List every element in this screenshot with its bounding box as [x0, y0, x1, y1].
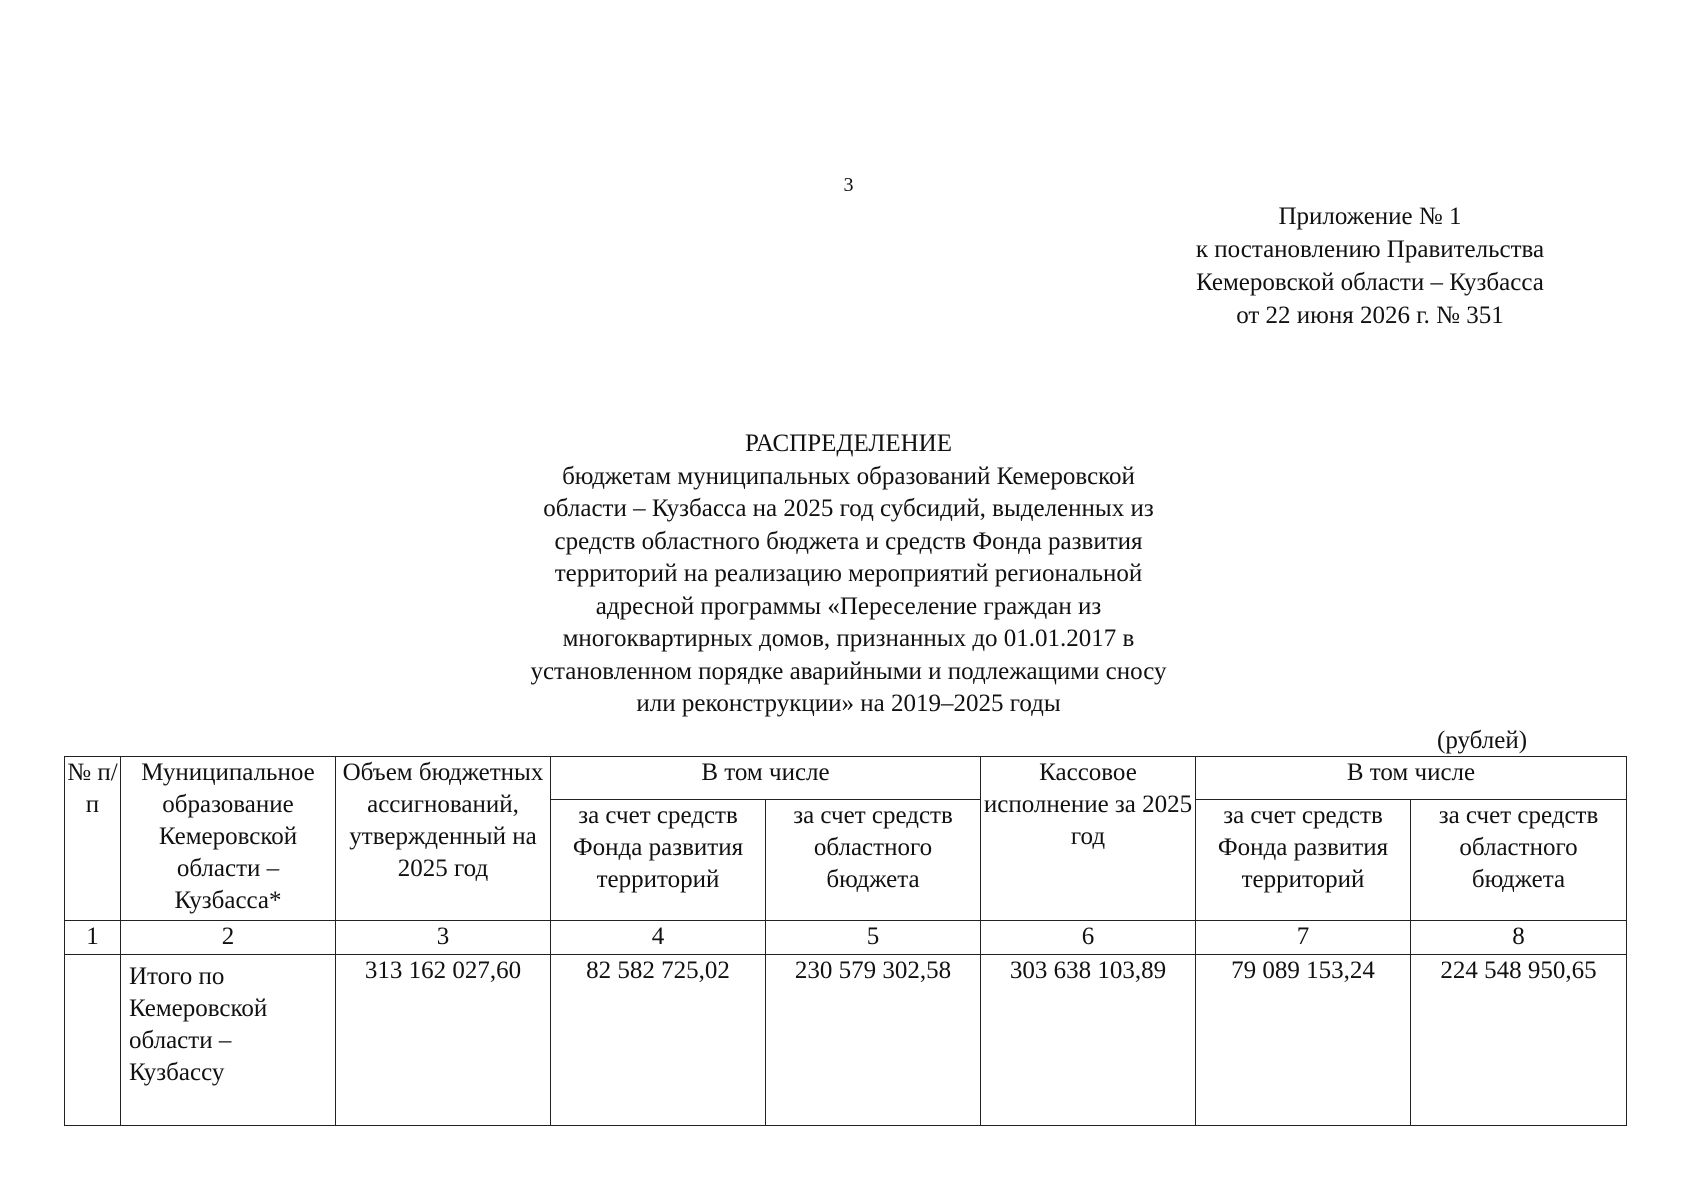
header-volume: Объем бюджетных ассигнований, утвержденный на 2025 год — [336, 757, 551, 921]
header-fund-1: за счет средств Фонда развития территорий — [551, 800, 766, 921]
header-fund-2: за счет средств Фонда развития территорий — [1196, 800, 1411, 921]
table-row — [65, 955, 1627, 1126]
row-regional-2: 224 548 950,65 — [1411, 955, 1627, 1126]
column-number: 4 — [551, 921, 766, 955]
appendix-line: Приложение № 1 — [1278, 203, 1462, 230]
column-number: 2 — [121, 921, 336, 955]
row-regional-1: 230 579 302,58 — [766, 955, 981, 1126]
header-including-2: В том числе — [1196, 757, 1627, 800]
row-cash: 303 638 103,89 — [981, 955, 1196, 1126]
row-fund-1: 82 582 725,02 — [551, 955, 766, 1126]
title-line: многоквартирных домов, признанных до 01.01.2017 в — [562, 625, 1135, 652]
appendix-line: от 22 июня 2026 г. № 351 — [1236, 302, 1504, 329]
header-num: № п/п — [65, 757, 121, 921]
document-title — [0, 428, 1697, 721]
title-line: территорий на реализацию мероприятий региональной — [554, 560, 1143, 587]
column-number: 5 — [766, 921, 981, 955]
appendix-line: Кемеровской области – Кузбасса — [1196, 269, 1544, 296]
header-including-1: В том числе — [551, 757, 981, 800]
title-line: средств областного бюджета и средств Фонда развития — [554, 527, 1143, 555]
title-line: бюджетам муниципальных образований Кемеровской — [562, 462, 1135, 490]
header-municipality: Муниципальное образование Кемеровской области – Кузбасса* — [121, 757, 336, 921]
row-volume: 313 162 027,60 — [336, 955, 551, 1126]
column-number: 3 — [336, 921, 551, 955]
page-number: 3 — [843, 174, 854, 196]
header-regional-2: за счет средств областного бюджета — [1411, 800, 1627, 921]
row-municipality: Итого по Кемеровской области – Кузбассу — [121, 955, 336, 1126]
column-number: 6 — [981, 921, 1196, 955]
header-cash: Кассовое исполнение за 2025 год — [981, 757, 1196, 921]
column-number: 7 — [1196, 921, 1411, 955]
title-line: адресной программы «Переселение граждан из — [595, 592, 1102, 620]
title-line: установленном порядке аварийными и подлежащими сносу — [530, 657, 1167, 685]
title-line: области – Кузбасса на 2025 год субсидий, выделенных из — [543, 495, 1154, 522]
unit-label: (рублей) — [1437, 727, 1528, 754]
appendix-line: к постановлению Правительства — [1195, 236, 1545, 263]
row-fund-2: 79 089 153,24 — [1196, 955, 1411, 1126]
appendix-block — [1160, 200, 1580, 332]
title-line: или реконструкции» на 2019–2025 годы — [636, 690, 1061, 717]
column-number: 8 — [1411, 921, 1627, 955]
column-number: 1 — [65, 921, 121, 955]
distribution-table — [64, 756, 1627, 1126]
title-heading: РАСПРЕДЕЛЕНИЕ — [744, 430, 953, 457]
row-num — [65, 955, 121, 1126]
header-regional-1: за счет средств областного бюджета — [766, 800, 981, 921]
column-number-row — [65, 921, 1627, 955]
